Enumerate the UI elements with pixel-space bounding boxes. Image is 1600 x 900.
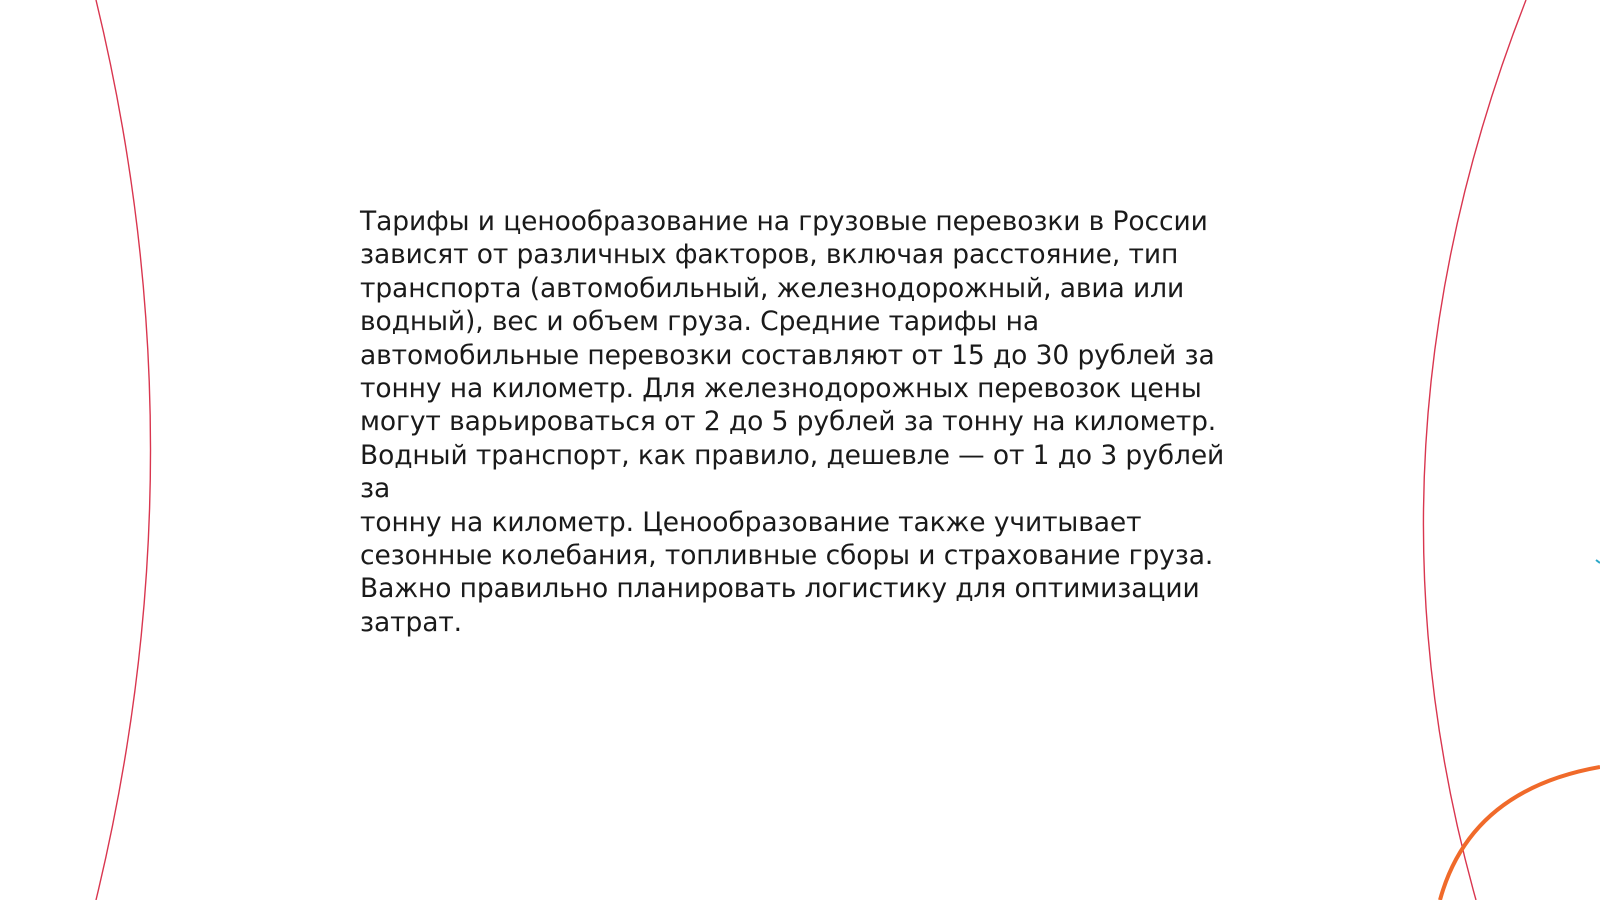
- body-line: Важно правильно планировать логистику для оптимизации: [360, 573, 1200, 605]
- body-line: транспорта (автомобильный, железнодорожный, авиа или: [360, 272, 1185, 304]
- body-line: Водный транспорт, как правило, дешевле — от 1 до 3 рублей за: [360, 439, 1225, 505]
- body-line: Тарифы и ценообразование на грузовые перевозки в России: [360, 206, 1208, 237]
- body-line: водный), вес и объем груза. Средние тарифы на: [360, 306, 1039, 338]
- body-line: тонну на километр. Для железнодорожных перевозок цены: [360, 373, 1202, 405]
- body-line: зависят от различных факторов, включая расстояние, тип: [360, 239, 1179, 271]
- body-line: затрат.: [360, 606, 462, 638]
- body-line: могут варьироваться от 2 до 5 рублей за тонну на километр.: [360, 406, 1217, 438]
- left-curve: [96, 0, 151, 900]
- orange-arc: [1440, 767, 1600, 900]
- body-line: автомобильные перевозки составляют от 15 до 30 рублей за: [360, 339, 1215, 371]
- right-curve: [1423, 0, 1526, 900]
- body-text: [360, 205, 1260, 639]
- body-line: тонну на километр. Ценообразование также учитывает: [360, 506, 1142, 538]
- body-line: сезонные колебания, топливные сборы и страхование груза.: [360, 540, 1214, 572]
- small-accent-mark: [1596, 560, 1600, 563]
